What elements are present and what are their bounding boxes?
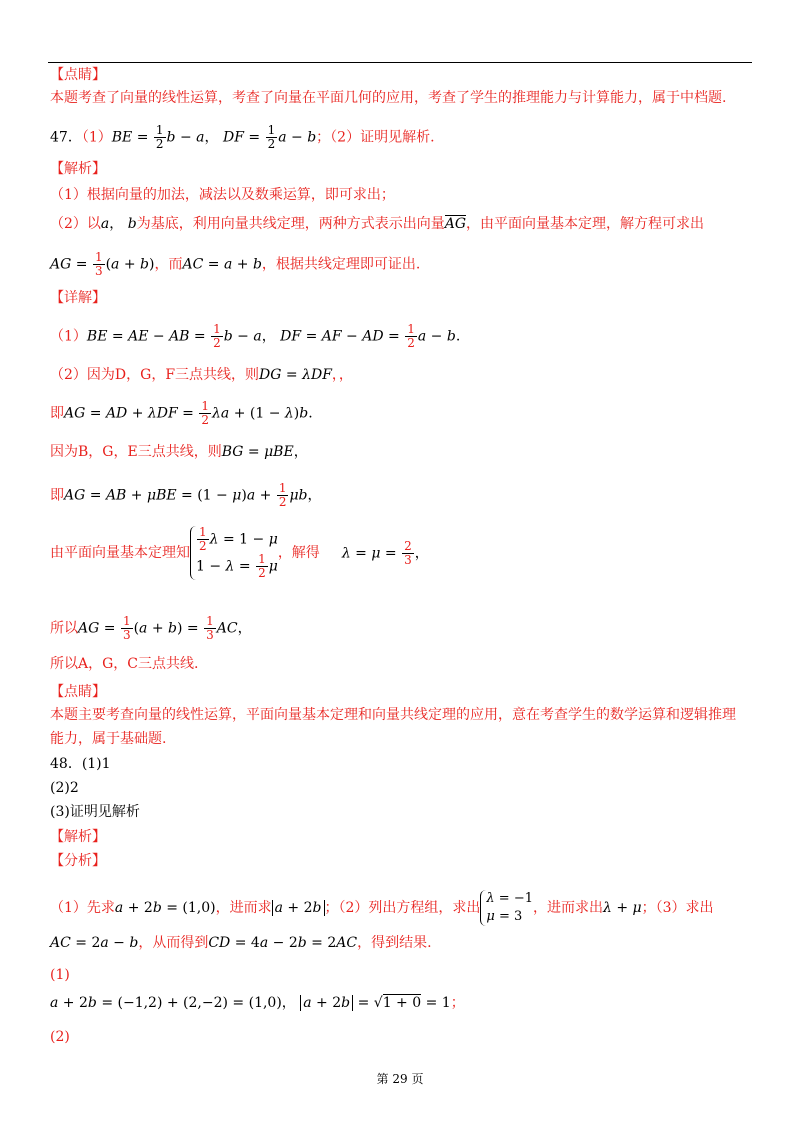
text: （2）以 <box>50 216 101 232</box>
q48-analysis-1: （1）先求a + 2b = (1,0)，进而求 a + 2b ；（2）列出方程组，求出 λ = −1 μ = 3 ，进而求出λ + μ；（3）求出 <box>50 891 714 924</box>
text: 因为B，G，E三点共线，则 <box>50 444 222 460</box>
q48-part2-label: (2) <box>50 1029 70 1045</box>
detail-line-7: 所以AG = $\frac{1}{3}$ (a + b) = $\frac{1}{3}$ AC， <box>50 614 252 642</box>
tag-jiexi-2: 【解析】 <box>50 829 106 845</box>
q48-part1-label: (1) <box>50 967 70 983</box>
text: ，进而求出 <box>533 900 603 916</box>
q48-analysis-2: AC = 2a − b，从而得到CD = 4a − 2b = 2AC，得到结果. <box>50 935 432 951</box>
detail-line-8: 所以A，G，C三点共线. <box>50 656 199 672</box>
analysis-line-3: AG = $\frac{1}{3}$ (a + b)，而AC = a + b，根据共线定理即可证出. <box>50 250 421 278</box>
tag-xiangjie: 【详解】 <box>50 290 106 306</box>
detail-line-5: 即AG = AB + μBE = (1 − μ)a + $\frac{1}{2}$ μb， <box>50 481 322 509</box>
text: ，， <box>331 367 353 383</box>
equation-system: $\frac{1}{2}$ λ = 1 − μ 1 − λ = $\frac{1}{2}$ μ <box>190 526 278 580</box>
solution-system: λ = −1 μ = 3 <box>480 890 533 926</box>
detail-line-2: （2）因为D，G，F三点共线，则DG = λDF，， <box>50 367 353 383</box>
text: ，而 <box>154 256 183 273</box>
tag-jiexi: 【解析】 <box>50 161 106 177</box>
q47-number: 47． <box>50 129 82 146</box>
answer-tail: ；（2）证明见解析. <box>316 129 435 146</box>
detail-line-6: 由平面向量基本定理知 $\frac{1}{2}$ λ = 1 − μ 1 − λ = $\frac{1}{2}$ μ ，解得 λ = μ = $\frac{2}{3}$ ， <box>50 525 429 580</box>
text: ，由平面向量基本定理，解方程可求出 <box>466 216 704 232</box>
analysis-line-2: （2）以a， b为基底，利用向量共线定理，两种方式表示出向量AG，由平面向量基本定理，解方程可求出 <box>50 216 704 232</box>
q48-line-2: (2)2 <box>50 780 79 796</box>
text: ，根据共线定理即可证出. <box>261 256 421 273</box>
analysis-line-1: （1）根据向量的加法，减法以及数乘运算，即可求出； <box>50 187 395 203</box>
q47-summary: 本题主要考查向量的线性运算，平面向量基本定理和向量共线定理的应用，意在考查学生的数学运算和逻辑推理 <box>50 707 736 723</box>
text: （1）先求 <box>50 900 115 916</box>
summary-text: 本题考查了向量的线性运算，考查了向量在平面几何的应用，考查了学生的推理能力与计算能力，属于中档题. <box>50 90 727 106</box>
text: 即 <box>50 405 64 422</box>
text: ，解得 <box>277 545 320 561</box>
tag-fenxi: 【分析】 <box>50 853 106 869</box>
part-label: （1） <box>50 328 87 345</box>
detail-line-4: 因为B，G，E三点共线，则BG = μBE， <box>50 444 308 460</box>
tag-dianjing: 【点睛】 <box>50 67 106 83</box>
text: ；（3）求出 <box>641 900 714 916</box>
text: 所以 <box>50 620 78 637</box>
tag-dianjing-2: 【点睛】 <box>50 684 106 700</box>
q47-summary-2: 能力，属于基础题. <box>50 731 167 747</box>
text: ，得到结果. <box>357 935 432 951</box>
text: 即 <box>50 487 64 504</box>
text: ，从而得到 <box>138 935 209 951</box>
detail-line-1: （1）BE = AE − AB = $\frac{1}{2}$ b − a， DF = AF − AD = $\frac{1}{2}$ a − b. <box>50 322 461 350</box>
text: （2）因为D，G，F三点共线，则 <box>50 367 260 383</box>
header-rule <box>48 62 752 63</box>
q47-answer: 47．（1）BE = $\frac{1}{2}$ b − a， DF = $\frac{1}{2}$ a − b；（2）证明见解析. <box>50 123 435 151</box>
page-footer: 第 29 页 <box>376 1072 424 1086</box>
text: ，进而求 <box>215 900 272 916</box>
q48-line-3: (3)证明见解析 <box>50 804 140 820</box>
detail-line-3: 即AG = AD + λDF = $\frac{1}{2}$ λa + (1 − λ)b. <box>50 399 313 427</box>
part-label: （1） <box>81 129 112 146</box>
q48-line-1: 48．(1)1 <box>50 756 111 772</box>
text: 为基底，利用向量共线定理，两种方式表示出向量 <box>136 216 445 232</box>
q48-part1-calc: a + 2b = (−1,2) + (2,−2) = (1,0)， a + 2b = √1 + 0 = 1； <box>50 995 465 1011</box>
text: 由平面向量基本定理知 <box>50 545 190 561</box>
text: ；（2）列出方程组，求出 <box>324 900 481 916</box>
